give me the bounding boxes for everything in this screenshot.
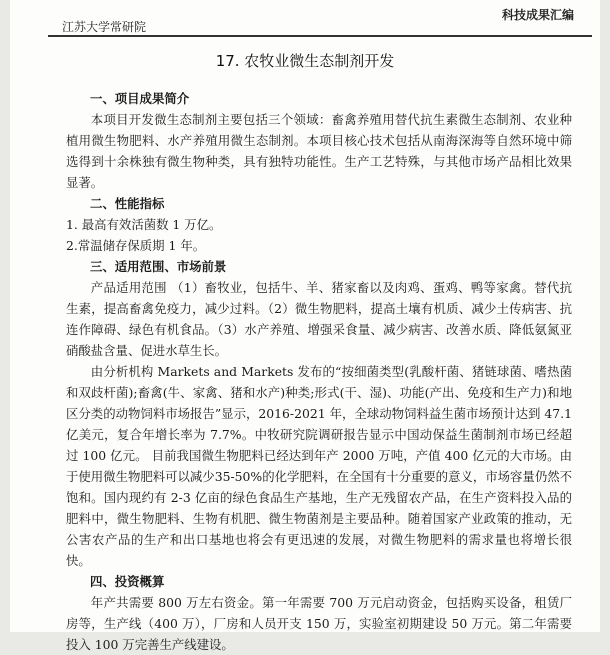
performance-item-2: 2.常温储存保质期 1 年。 <box>66 238 206 253</box>
investment-paragraph: 年产共需要 800 万左右资金。第一年需要 700 万元启动资金，包括购买设备，租赁厂房等，生产线（400 万），厂房和人员开支 150 万，实验室初期建设 50 万元。第二年需要投入 100 万完善生产线建设。 <box>66 595 572 652</box>
scope-paragraph: 产品适用范围 （1）畜牧业，包括牛、羊、猪家畜以及肉鸡、蛋鸡、鸭等家禽。替代抗生素，提高畜禽免疫力，减少过料。（2）微生物肥料，提高土壤有机质、减少土传病害、抗连作障碍、绿色有机食品。（3）水产养殖、增强采食量、减少病害、改善水质、降低氨氮亚硝酸盐含量、促进水草生长。 <box>66 280 572 358</box>
section-heading-scope-market: 三、适用范围、市场前景 <box>90 259 227 274</box>
header-institution: 江苏大学常研院 <box>62 20 147 34</box>
page-title: 17. 农牧业微生态制剂开发 <box>215 52 395 70</box>
section-heading-investment: 四、投资概算 <box>90 574 165 589</box>
document-page <box>10 0 600 652</box>
summary-paragraph: 本项目开发微生态制剂主要包括三个领域：畜禽养殖用替代抗生素微生态制剂、农业种植用微生物肥料、水产养殖用微生态制剂。本项目核心技术包括从南海深海等自然环境中筛选得到十余株独有微生物种类，具有独特功能性。生产工艺特殊，与其他市场产品相比效果显著。 <box>66 112 572 190</box>
section-heading-summary: 一、项目成果简介 <box>90 91 190 106</box>
section-heading-performance: 二、性能指标 <box>90 196 165 211</box>
header-rule <box>48 35 592 37</box>
document-body <box>66 88 572 655</box>
performance-item-1: 1. 最高有效活菌数 1 万亿。 <box>66 217 222 232</box>
header-collection-title: 科技成果汇编 <box>501 8 574 22</box>
market-paragraph: 由分析机构 Markets and Markets 发布的“按细菌类型(乳酸杆菌、猪链球菌、嗜热菌和双歧杆菌);畜禽(牛、家禽、猪和水产)种类;形式(干、湿)、功能(产出、免疫和生产力)和地区分类的动物饲料市场报告”显示，2016-2021 年，全球动物饲料益生菌市场预计达到 47.1 亿美元，复合年增长率为 7.7%。中牧研究院调研报告显示中国动保益生菌制剂市场已经超过 100 亿元。 目前我国微生物肥料已经达到年产 2000 万吨，产值 400 亿元的大市场。由于使用微生物肥料可以减少35-50%的化学肥料，在全国有十分重要的意义，市场容量仍然不饱和。国内现约有 2-3 亿亩的绿色食品生产基地，生产无残留农产品，在生产资料投入品的肥料中，微生物肥料、生物有机肥、微生物菌剂是主要品种。随着国家产业政策的推动，无公害农产品的生产和出口基地也将会有更迅速的发展，对微生物肥料的需求量也将增长很快。 <box>66 364 572 568</box>
